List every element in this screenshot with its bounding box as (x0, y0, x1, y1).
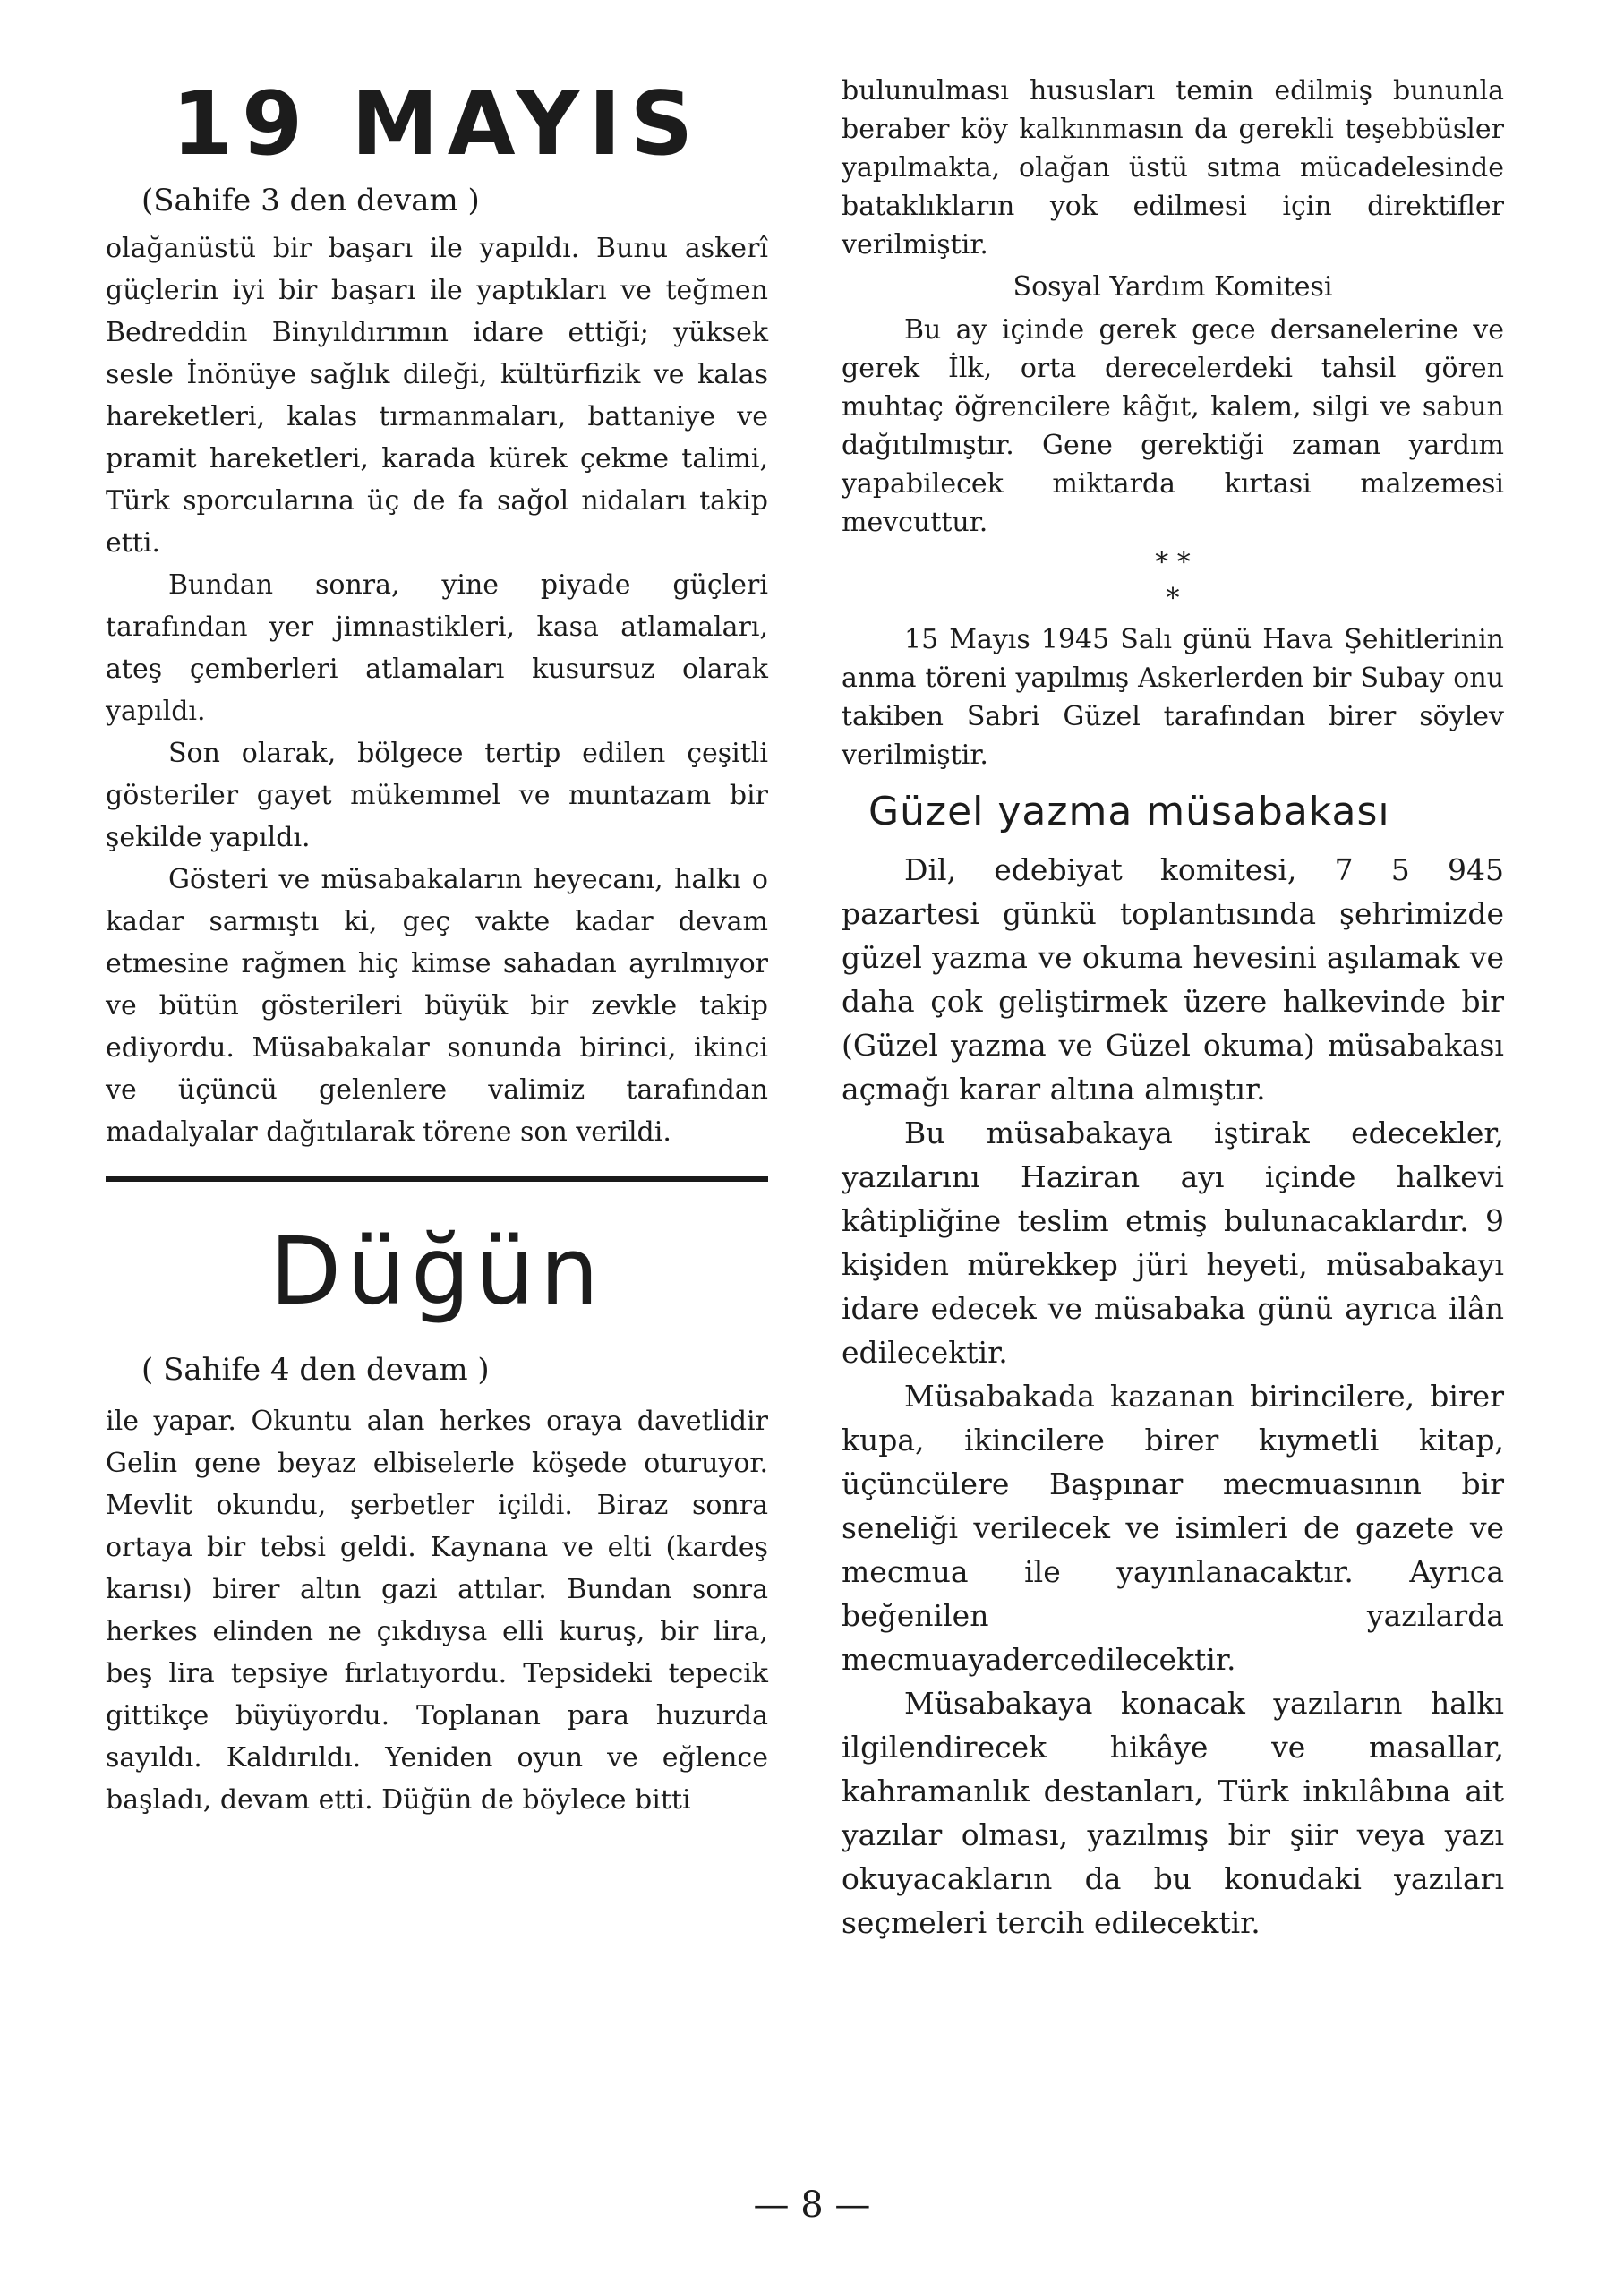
section-divider (106, 1176, 768, 1182)
paragraph: bulunulması hususları temin edilmiş bununla beraber köy kalkınmasın da gerekli teşebbüsler yapılmakta, olağan üstü sıtma mücadelesinde bataklıkların yok edilmesi için direktifler verilmiştir. (842, 75, 1504, 261)
paragraph: Müsabakaya konacak yazıların halkı ilgilendirecek hikâye ve masallar, kahramanlık destanları, Türk inkılâbına ait yazılar olması, yazılmış bir şiir veya yazı okuyacakların da bu konudaki yazıları seçmeleri tercih edilecektir. (842, 1686, 1504, 1940)
paragraph: Dil, edebiyat komitesi, 7 5 945 pazartesi günkü toplantısında şehrimizde güzel yazma ve okuma hevesini aşılamak ve daha çok geliştirmek üzere halkevinde bir (Güzel yazma ve Güzel okuma) müsabakası açmağı karar altına almıştır. (842, 852, 1504, 1107)
right-column (842, 72, 1504, 1945)
left-column (106, 72, 768, 1821)
paragraph: Gösteri ve müsabakaların heyecanı, halkı o kadar sarmıştı ki, geç vakte kadar devam etmesine rağmen hiç kimse sahadan ayrılmıyor ve bütün gösterileri büyük bir zevkle takip ediyordu. Müsabakalar sonunda birinci, ikinci ve üçüncü gelenlere valimiz tarafından madalyalar dağıtılarak törene son verildi. (106, 864, 768, 1148)
page-number: — 8 — (753, 2184, 871, 2226)
committee-heading: Sosyal Yardım Komitesi (1013, 271, 1333, 303)
paragraph: Müsabakada kazanan birincilere, birer kupa, ikincilere birer kıymetli kitap, üçüncülere Başpınar mecmuasının bir seneliği verilecek ve isimleri de gazete ve mecmua ile yayınlanacaktır. Ayrıca beğenilen yazılarda mecmuayadercedilecektir. (842, 1379, 1504, 1677)
paragraph: Bundan sonra, yine piyade güçleri tarafından yer jimnastikleri, kasa atlamaları, ateş çemberleri atlamaları kusursuz olarak yapıldı. (106, 569, 768, 727)
article-title-dugun: Düğün (269, 1217, 604, 1326)
paragraph: olağanüstü bir başarı ile yapıldı. Bunu askerî güçlerin iyi bir başarı ile yaptıkları ve teğmen Bedreddin Binyıldırımın idare ettiği; yüksek sesle İnönüye sağlık dileği, kültürfizik ve kalas hareketleri, kalas tırmanmaları, battaniye ve pramit hareketleri, karada kürek çekme talimi, Türk sporcularına üç de fa sağol nidaları takip etti. (106, 233, 768, 559)
section-heading-guzel-yazma: Güzel yazma müsabakası (868, 789, 1390, 834)
paragraph: ile yapar. Okuntu alan herkes oraya davetlidir Gelin gene beyaz elbiselerle köşede oturuyor. Mevlit okundu, şerbetler içildi. Biraz sonra ortaya bir tebsi geldi. Kaynana ve elti (kardeş karısı) birer altın gazi attılar. Bundan sonra herkes elinden ne çıkdıysa elli kuruş, bir lira, beş lira tepsiye fırlatıyordu. Tepsideki tepecik gittikçe büyüyordu. Toplanan para huzurda sayıldı. Kaldırıldı. Yeniden oyun ve eğlence başladı, devam etti. Düğün de böylece bitti (106, 1406, 768, 1816)
article-title-19-mayis: 19 MAYIS (171, 73, 703, 175)
paragraph: Son olarak, bölgece tertip edilen çeşitli gösteriler gayet mükemmel ve muntazam bir şekilde yapıldı. (106, 738, 768, 853)
paragraph: Bu ay içinde gerek gece dersanelerine ve gerek İlk, orta derecelerdeki tahsil gören muhtaç öğrencilere kâğıt, kalem, silgi ve sabun dağıtılmıştır. Gene gerektiği zaman yardım yapabilecek miktarda kırtasi malzemesi mevcuttur. (842, 314, 1504, 538)
continuation-note-2: ( Sahife 4 den devam ) (141, 1352, 490, 1388)
separator-stars: * * * (1155, 547, 1191, 614)
paragraph: 15 Mayıs 1945 Salı günü Hava Şehitlerinin anma töreni yapılmış Askerlerden bir Subay onu takiben Sabri Güzel tarafından birer söylev verilmiştir. (842, 624, 1504, 771)
paragraph: Bu müsabakaya iştirak edecekler, yazılarını Haziran ayı içinde halkevi kâtipliğine teslim etmiş bulunacaklardır. 9 kişiden mürekkep jüri heyeti, müsabakayı idare edecek ve müsabaka günü ayrıca ilân edilecektir. (842, 1116, 1504, 1370)
continuation-note-1: (Sahife 3 den devam ) (141, 183, 480, 218)
